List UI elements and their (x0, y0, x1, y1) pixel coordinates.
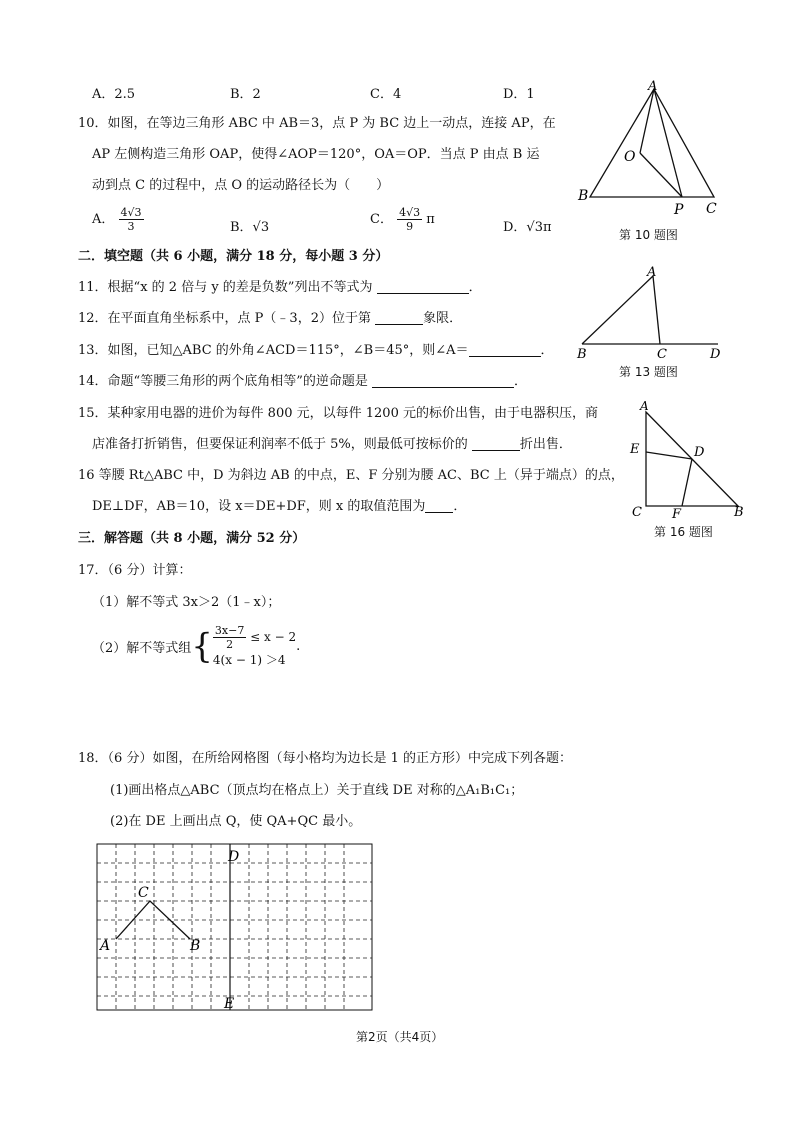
fig10-label-c: C (706, 201, 717, 217)
grid-label-e: E (224, 996, 235, 1012)
q15-line-2: 店准备打折销售，但要保证利润率不低于 5%，则最低可按标价的 折出售． (92, 437, 572, 452)
q10-option-b: B．√3 (230, 220, 270, 235)
figure-10-caption: 第 10 题图 (619, 228, 678, 242)
q9-option-a: A．2.5 (92, 87, 136, 102)
fig13-label-d: D (710, 347, 721, 362)
q10-line-3: 动到点 C 的过程中，点 O 的运动路径长为（ ） (92, 178, 390, 193)
fig13-label-a: A (647, 265, 657, 280)
fig16-label-c: C (632, 505, 642, 520)
grid-label-b: B (190, 938, 201, 954)
q10-option-a: A． $\frac{4√3}{3}$ (92, 206, 142, 233)
fig10-label-p: P (674, 202, 684, 218)
q10-line-1: 10．如图，在等边三角形 ABC 中 AB＝3，点 P 为 BC 边上一动点，连接 AP，在 (78, 116, 556, 131)
q14: 14．命题“等腰三角形的两个底角相等”的逆命题是 ． (78, 374, 527, 389)
q16-line-2: DE⊥DF，AB＝10，设 x＝DE+DF，则 x 的取值范围为 ． (92, 499, 467, 514)
q9-option-b: B．2 (230, 87, 261, 102)
fig16-label-e: E (630, 442, 640, 457)
q17-part-2: （2）解不等式组{ $\frac{3x-7}{2}$ ≤ x − 2 4(x − 1) ＞4 . (92, 624, 301, 667)
fig10-label-b: B (578, 188, 589, 204)
grid-figure (90, 840, 380, 1016)
q9-option-d: D．1 (503, 87, 535, 102)
fig10-label-o: O (624, 149, 636, 165)
fig10-label-a: A (648, 79, 658, 94)
fig13-label-c: C (657, 347, 667, 362)
page-footer: 第2页（共4页） (356, 1030, 444, 1044)
fig16-label-a: A (640, 399, 649, 413)
q17: 17．（6 分）计算： (78, 563, 192, 578)
figure-10 (570, 75, 730, 225)
q12: 12．在平面直角坐标系中，点 P（﹣3，2）位于第 象限． (78, 311, 463, 326)
q18-part-2: (2)在 DE 上画出点 Q，使 QA+QC 最小。 (110, 814, 362, 829)
fig13-label-b: B (577, 347, 587, 362)
q18-part-1: (1)画出格点△ABC（顶点均在格点上）关于直线 DE 对称的△A₁B₁C₁； (110, 783, 524, 798)
grid-label-d: D (228, 849, 240, 865)
q11: 11．根据“x 的 2 倍与 y 的差是负数”列出不等式为 ． (78, 280, 482, 295)
figure-16 (624, 398, 754, 520)
fig16-label-b: B (734, 505, 744, 520)
figure-13 (572, 262, 732, 362)
q9-option-c: C．4 (370, 87, 402, 102)
fig16-label-f: F (672, 507, 682, 520)
grid-label-c: C (138, 885, 149, 901)
grid-label-a: A (100, 938, 111, 954)
q10-option-d: D．√3π (503, 220, 552, 235)
q10-option-c: C． $\frac{4√3}{9}$ π (370, 206, 435, 233)
figure-16-caption: 第 16 题图 (654, 525, 713, 539)
figure-13-caption: 第 13 题图 (619, 365, 678, 379)
q15-line-1: 15．某种家用电器的进价为每件 800 元，以每件 1200 元的标价出售，由于电器积压，商 (78, 406, 598, 421)
q18: 18．（6 分）如图，在所给网格图（每小格均为边长是 1 的正方形）中完成下列各题： (78, 751, 572, 766)
q16-line-1: 16 等腰 Rt△ABC 中，D 为斜边 AB 的中点，E、F 分别为腰 AC、BC 上（异于端点）的点， (78, 468, 624, 483)
section-3-heading: 三．解答题（共 8 小题，满分 52 分） (78, 531, 306, 546)
fig16-label-d: D (694, 445, 705, 460)
q17-part-1: （1）解不等式 3x＞2（1﹣x）； (92, 595, 281, 610)
q10-line-2: AP 左侧构造三角形 OAP，使得∠AOP＝120°，OA＝OP．当点 P 由点 B 运 (92, 147, 540, 162)
section-2-heading: 二．填空题（共 6 小题，满分 18 分，每小题 3 分） (78, 249, 389, 264)
q13: 13．如图，已知△ABC 的外角∠ACD＝115°，∠B＝45°，则∠A＝ ． (78, 343, 554, 358)
